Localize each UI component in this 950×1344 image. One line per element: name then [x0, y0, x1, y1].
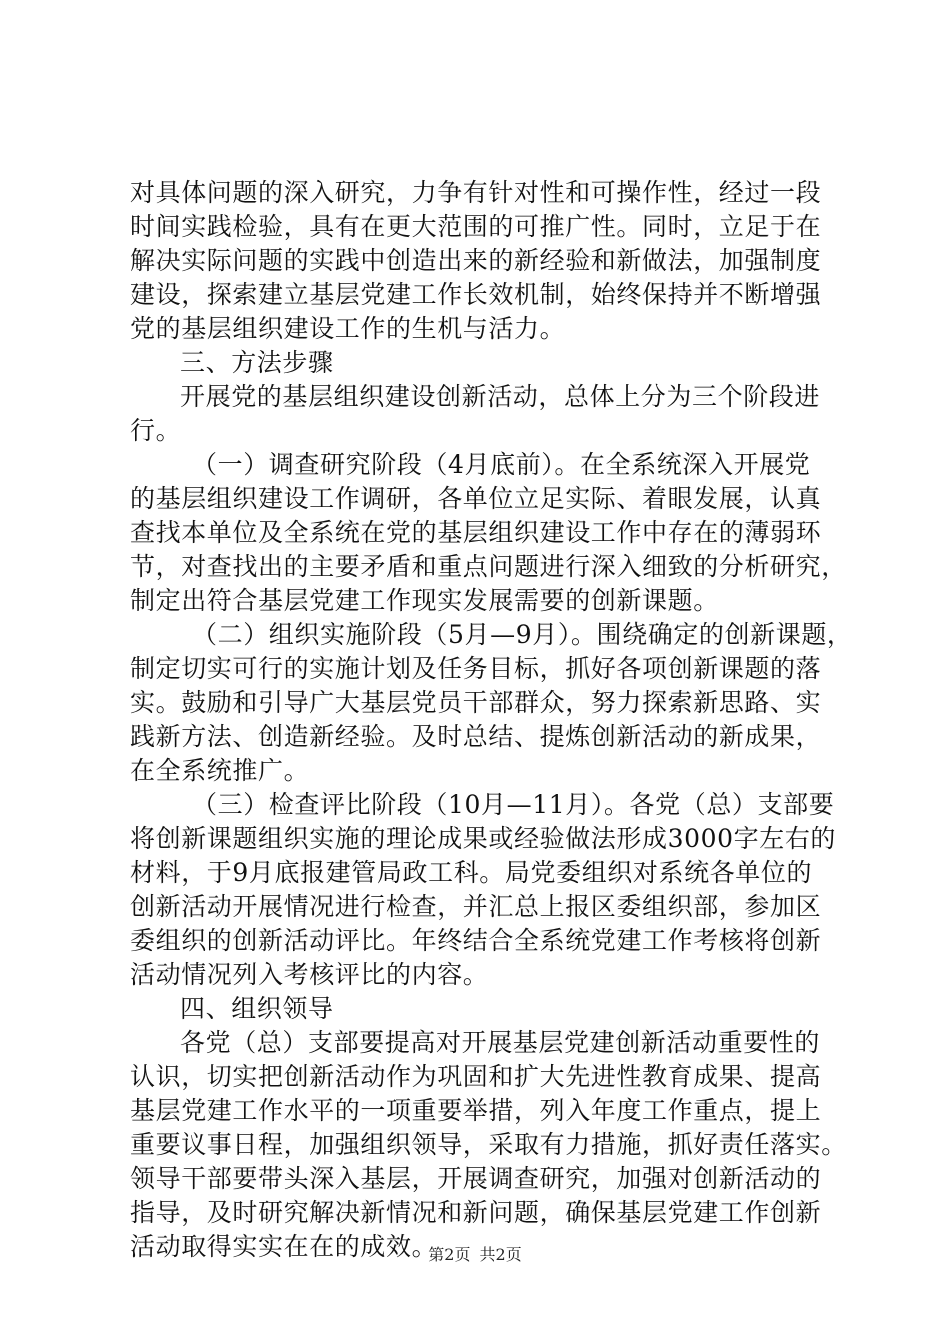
text-line: 查找本单位及全系统在党的基层组织建设工作中存在的薄弱环 [130, 518, 822, 547]
text-line: 认识，切实把创新活动作为巩固和扩大先进性教育成果、提高 [130, 1062, 822, 1091]
text-line: 材料，于9月底报建管局政工科。局党委组织对系统各单位的 [130, 858, 813, 887]
text-line: 建设，探索建立基层党建工作长效机制，始终保持并不断增强 [130, 280, 822, 309]
text-line: 制定切实可行的实施计划及任务目标，抓好各项创新课题的落 [130, 654, 822, 683]
text-line: 时间实践检验，具有在更大范围的可推广性。同时，立足于在 [130, 212, 822, 241]
text-line: （二）组织实施阶段（5月—9月）。围绕确定的创新课题， [192, 620, 853, 649]
text-line: 委组织的创新活动评比。年终结合全系统党建工作考核将创新 [130, 926, 822, 955]
text-line: 践新方法、创造新经验。及时总结、提炼创新活动的新成果， [130, 722, 822, 751]
section-heading: 四、组织领导 [180, 994, 334, 1023]
page-footer [0, 1245, 950, 1265]
section-heading-methods [130, 346, 830, 380]
paragraph-leadership [130, 1026, 847, 1264]
text-line: 将创新课题组织实施的理论成果或经验做法形成3000字左右的 [130, 824, 837, 853]
document-body [130, 176, 853, 1264]
paragraph-stage-1 [130, 448, 847, 618]
paragraph-methods-intro [130, 380, 830, 448]
section-heading: 三、方法步骤 [180, 348, 334, 377]
text-line: 各党（总）支部要提高对开展基层党建创新活动重要性的 [180, 1028, 821, 1057]
text-line: （三）检查评比阶段（10月—11月）。各党（总）支部要 [192, 790, 835, 819]
text-line: 领导干部要带头深入基层，开展调查研究，加强对创新活动的 [130, 1164, 822, 1193]
text-line: 活动取得实实在在的成效。 [130, 1232, 438, 1261]
paragraph-stage-2 [130, 618, 853, 788]
text-line: 指导，及时研究解决新情况和新问题，确保基层党建工作创新 [130, 1198, 822, 1227]
text-line: 的基层组织建设工作调研，各单位立足实际、着眼发展，认真 [130, 484, 822, 513]
text-line: 行。 [130, 416, 182, 445]
text-line: （一）调查研究阶段（4月底前）。在全系统深入开展党 [192, 450, 811, 479]
text-line: 活动情况列入考核评比的内容。 [130, 960, 489, 989]
text-line: 实。鼓励和引导广大基层党员干部群众，努力探索新思路、实 [130, 688, 822, 717]
text-line: 节，对查找出的主要矛盾和重点问题进行深入细致的分析研究， [130, 552, 847, 581]
page-number: 第2页 [428, 1245, 471, 1264]
section-heading-leadership [130, 992, 830, 1026]
text-line: 党的基层组织建设工作的生机与活力。 [130, 314, 566, 343]
page-total: 共2页 [479, 1245, 522, 1264]
text-line: 基层党建工作水平的一项重要举措，列入年度工作重点，提上 [130, 1096, 822, 1125]
paragraph-stage-3 [130, 788, 837, 992]
text-line: 制定出符合基层党建工作现实发展需要的创新课题。 [130, 586, 719, 615]
text-line: 在全系统推广。 [130, 756, 310, 785]
text-line: 重要议事日程，加强组织领导，采取有力措施，抓好责任落实。 [130, 1130, 847, 1159]
paragraph-continuation [130, 176, 830, 346]
text-line: 创新活动开展情况进行检查，并汇总上报区委组织部，参加区 [130, 892, 822, 921]
text-line: 开展党的基层组织建设创新活动，总体上分为三个阶段进 [180, 382, 821, 411]
text-line: 对具体问题的深入研究，力争有针对性和可操作性，经过一段 [130, 178, 822, 207]
text-line: 解决实际问题的实践中创造出来的新经验和新做法，加强制度 [130, 246, 822, 275]
